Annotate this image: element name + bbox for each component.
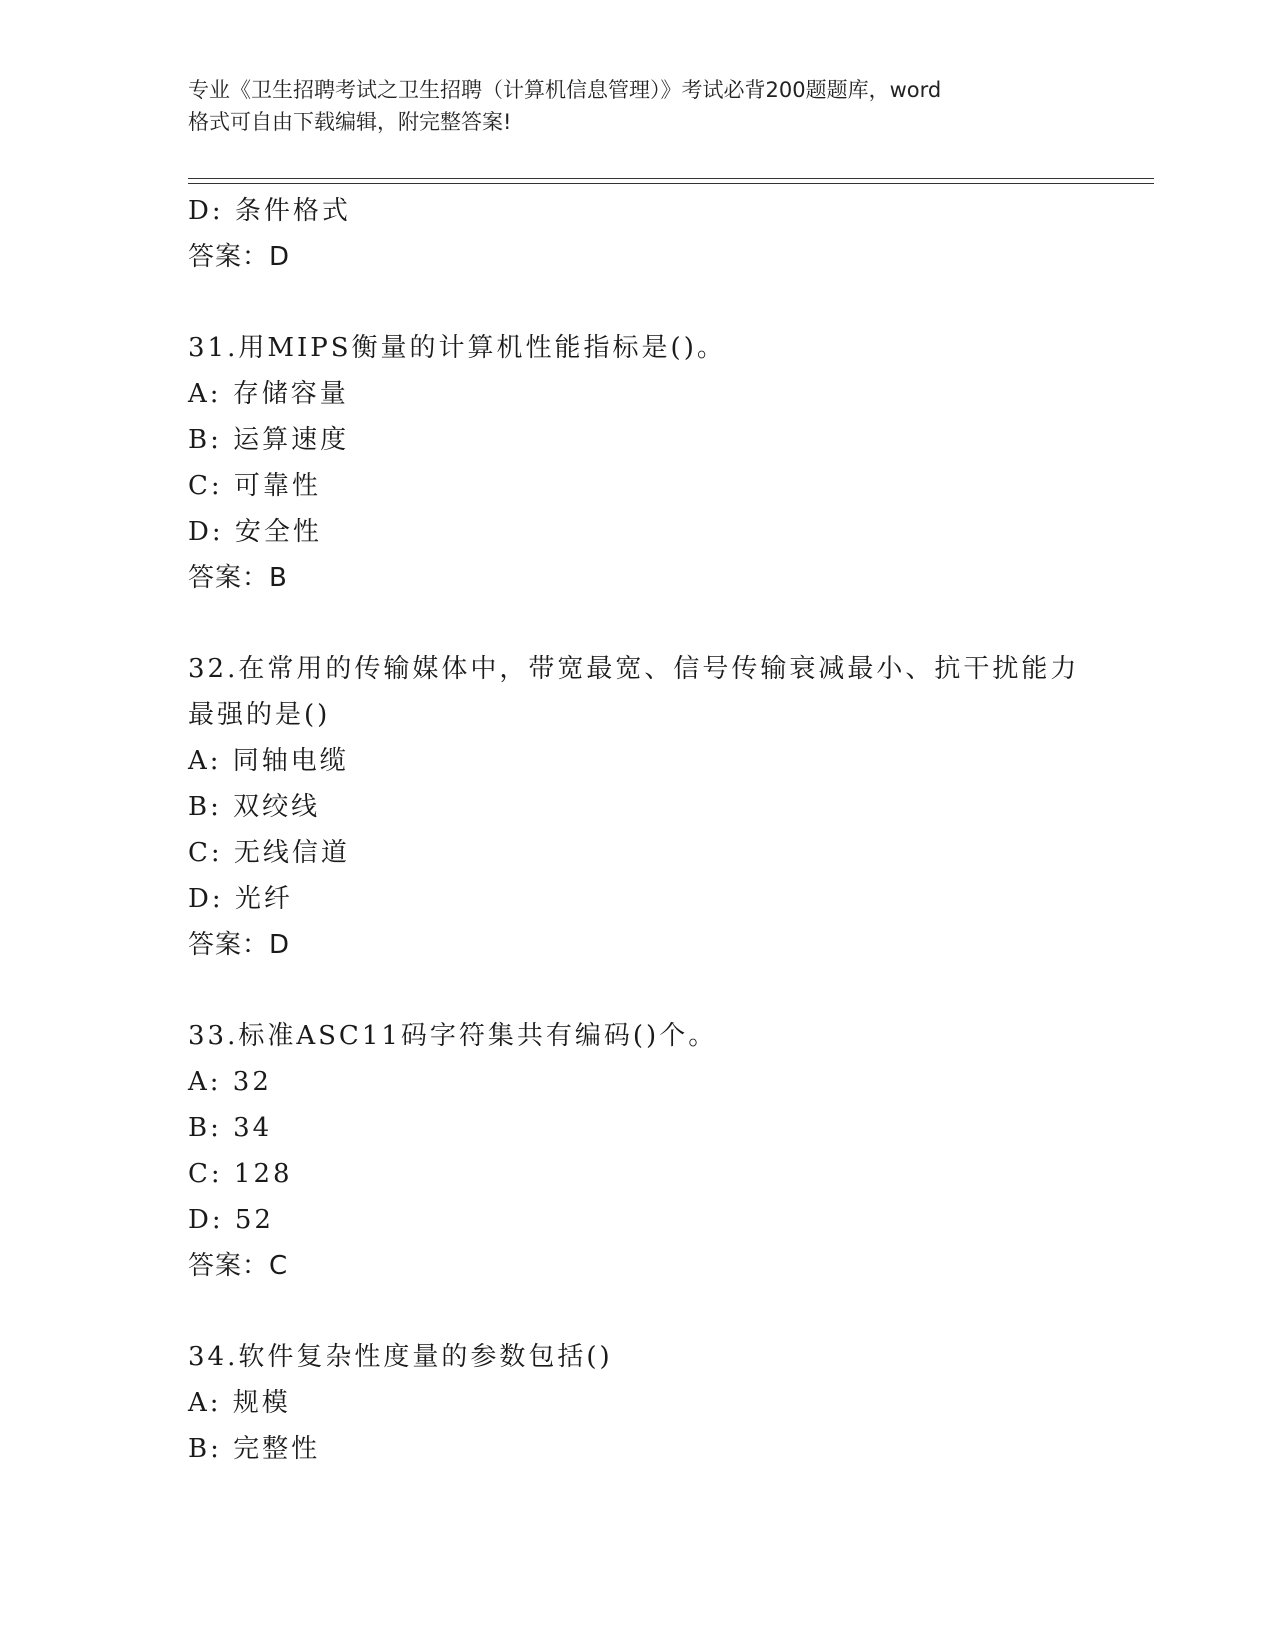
answer: 答案：B [188, 563, 288, 593]
option-c: C: 可靠性 [188, 471, 321, 501]
header-divider-top [188, 178, 1154, 179]
option-a: A: 同轴电缆 [188, 746, 349, 776]
spacer [188, 1289, 1088, 1334]
option-c: C: 128 [188, 1159, 293, 1189]
answer: 答案：C [188, 1251, 289, 1281]
question-text: 34.软件复杂性度量的参数包括() [188, 1342, 613, 1372]
spacer [188, 280, 1088, 325]
spacer [188, 968, 1088, 1013]
document-header [188, 74, 1088, 138]
header-title-line-2: 格式可自由下载编辑，附完整答案! [188, 110, 512, 134]
question-text-line-2: 最强的是() [188, 700, 331, 730]
question-block-32 [188, 646, 1088, 968]
question-block-prev [188, 188, 1088, 280]
option-b: B: 双绞线 [188, 792, 321, 822]
option-a: A: 存储容量 [188, 379, 349, 409]
question-list [188, 188, 1088, 1472]
option-b: B: 运算速度 [188, 425, 350, 455]
header-title-line-1: 专业《卫生招聘考试之卫生招聘（计算机信息管理）》考试必背200题题库，word [188, 78, 942, 102]
question-block-33 [188, 1013, 1088, 1289]
option-b: B: 34 [188, 1113, 273, 1143]
option-a: A: 规模 [188, 1388, 291, 1418]
answer: 答案：D [188, 242, 291, 272]
spacer [188, 601, 1088, 646]
question-text: 31.用MIPS衡量的计算机性能指标是()。 [188, 333, 726, 363]
header-divider-bottom [188, 183, 1154, 184]
question-text-line-1: 32.在常用的传输媒体中，带宽最宽、信号传输衰减最小、抗干扰能力 [188, 654, 1080, 684]
question-text: 33.标准ASC11码字符集共有编码()个。 [188, 1021, 718, 1051]
question-block-31 [188, 325, 1088, 601]
option-b: B: 完整性 [188, 1434, 321, 1464]
option-d: D: 52 [188, 1205, 274, 1235]
option-d: D: 光纤 [188, 884, 293, 914]
option-a: A: 32 [188, 1067, 272, 1097]
option-c: C: 无线信道 [188, 838, 350, 868]
option-d: D: 条件格式 [188, 196, 351, 226]
answer: 答案：D [188, 930, 291, 960]
question-block-34 [188, 1334, 1088, 1472]
option-d: D: 安全性 [188, 517, 322, 547]
